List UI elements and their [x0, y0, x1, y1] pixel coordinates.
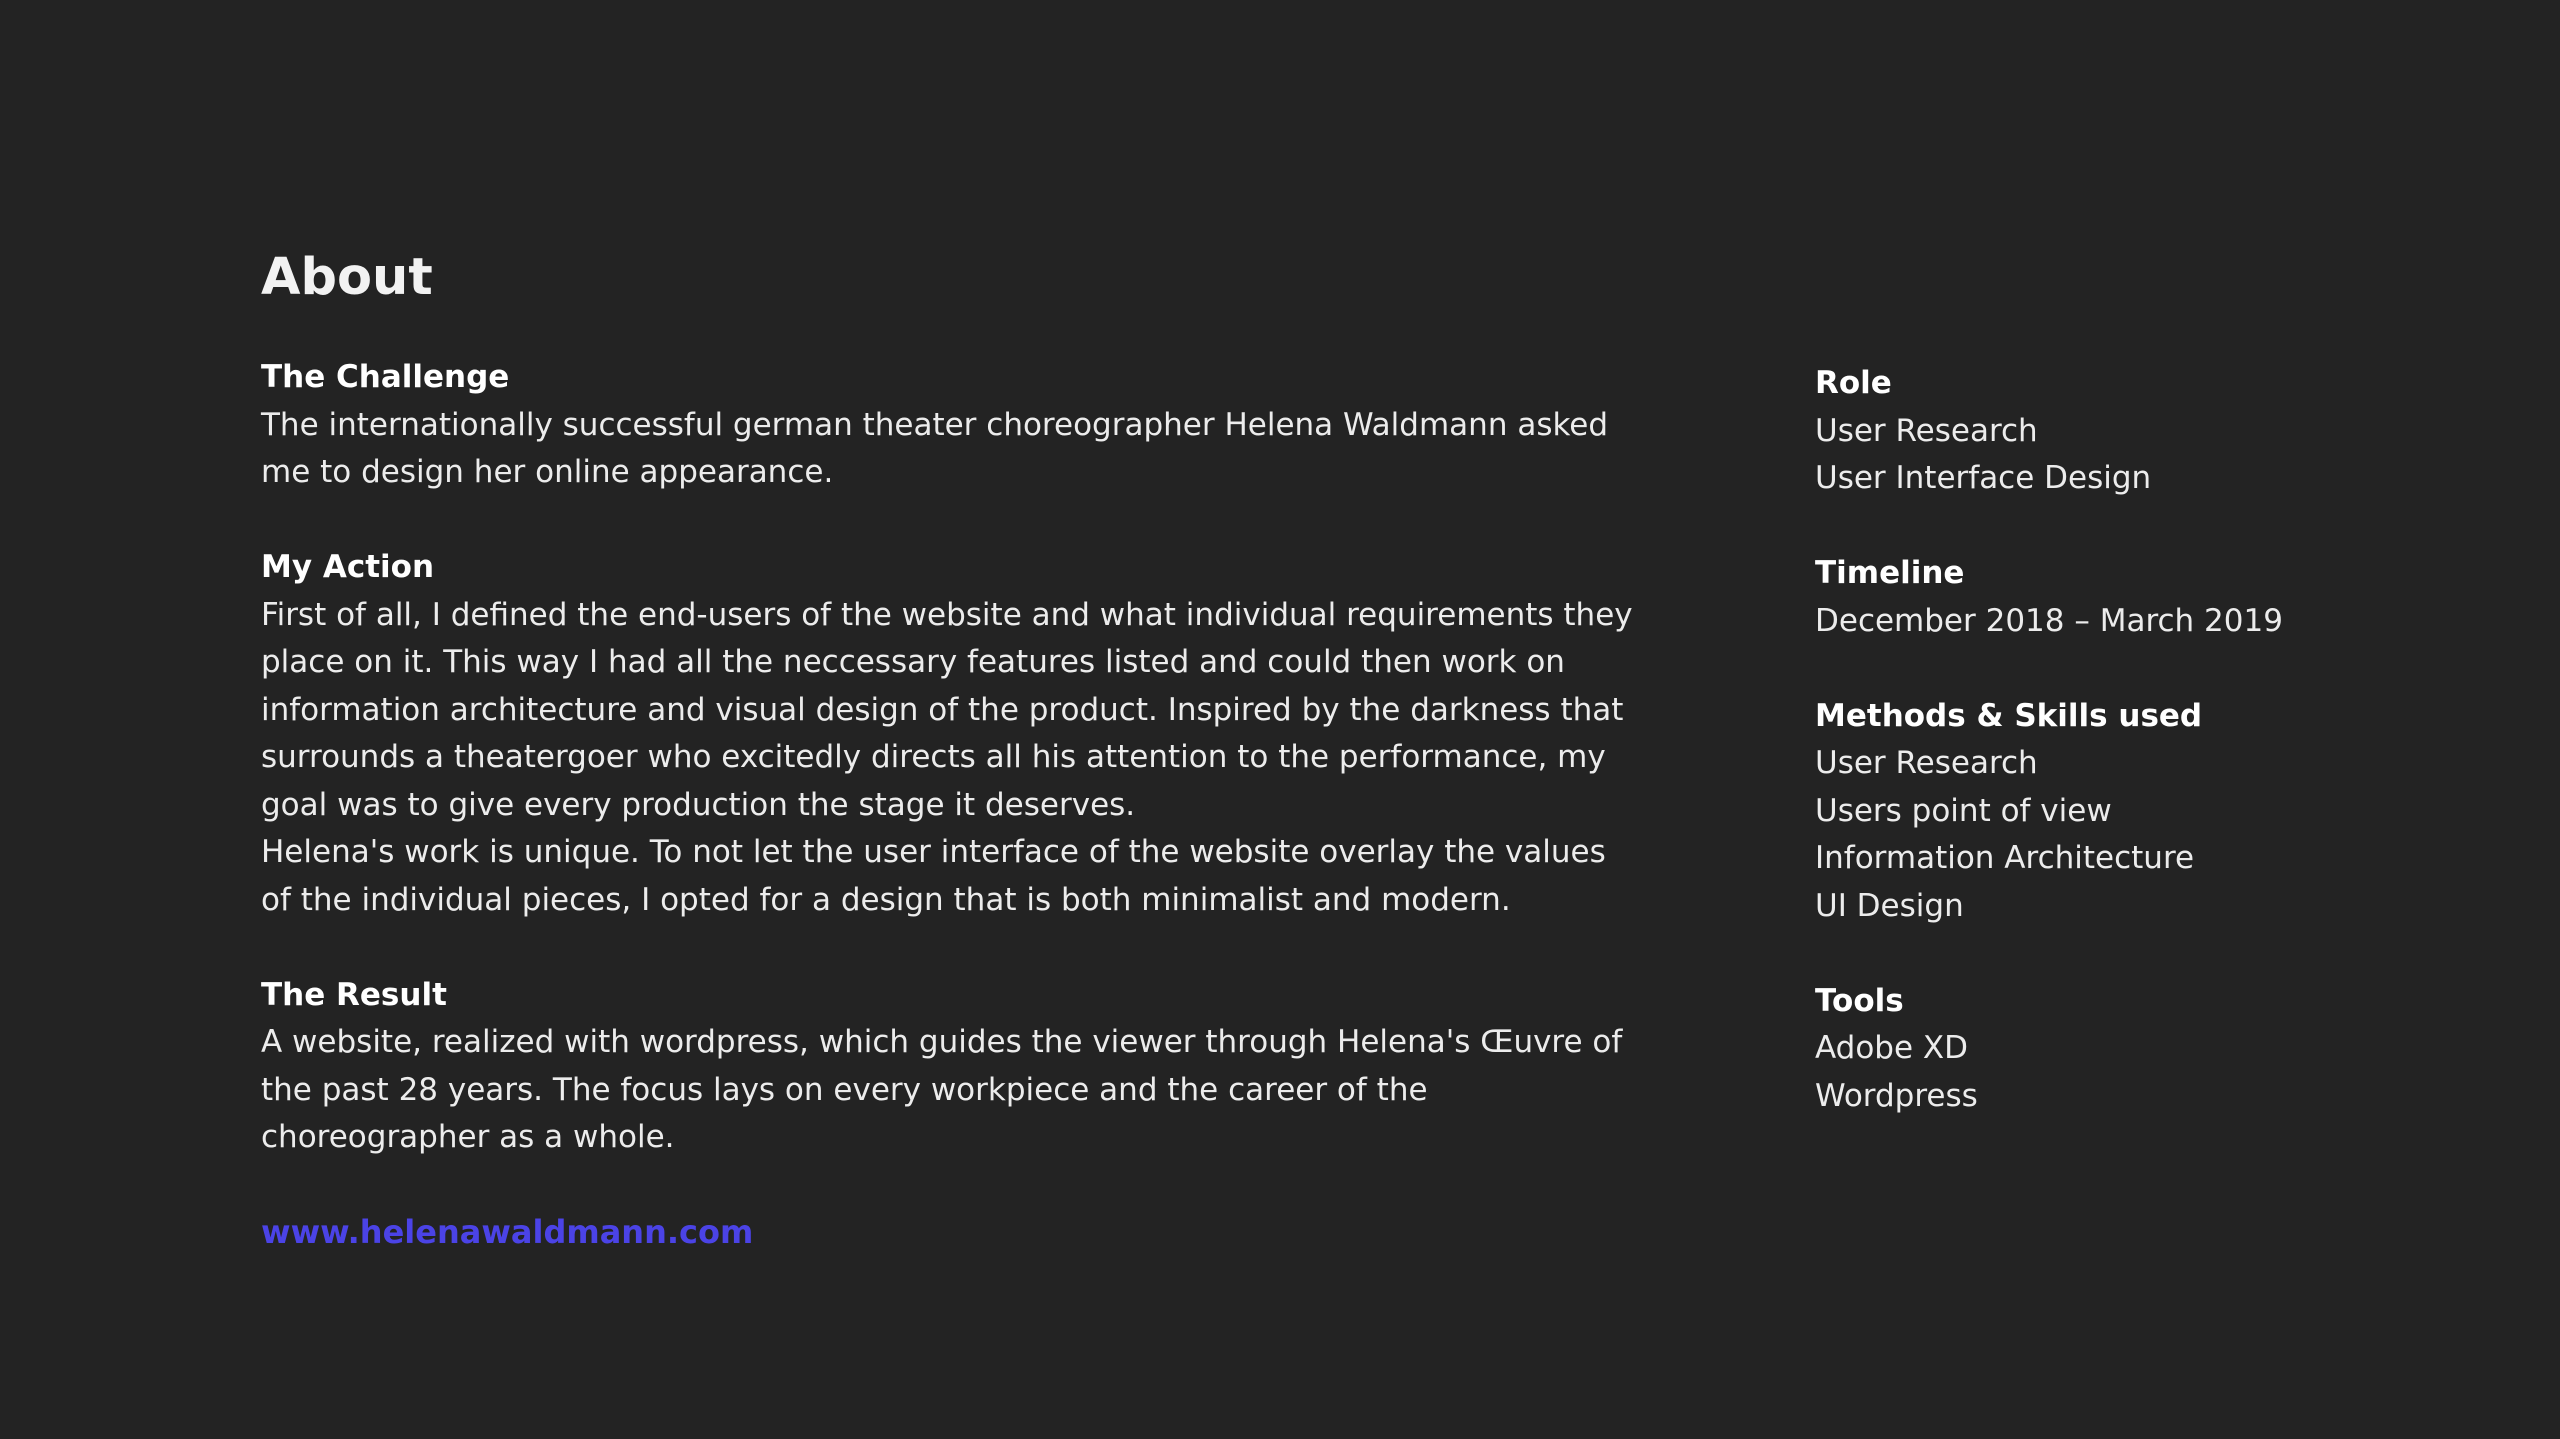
sidebar-title: Methods & Skills used — [1815, 697, 2203, 734]
section-result — [261, 972, 1641, 1162]
main-content — [261, 354, 1641, 1258]
section-action — [261, 544, 1641, 924]
sidebar-item: Adobe XD — [1815, 1030, 1969, 1066]
section-challenge — [261, 354, 1641, 497]
section-title: My Action — [261, 549, 435, 585]
section-title: The Result — [261, 976, 447, 1013]
website-link[interactable]: www.helenawaldmann.com — [261, 1213, 754, 1251]
section-paragraph: Helena's work is unique. To not let the user interface of the website overlay the values of the individual pieces, I opted for a design that is both minimalist and modern. — [261, 834, 1606, 918]
section-title: The Challenge — [261, 359, 510, 395]
sidebar-item: Wordpress — [1815, 1077, 1978, 1114]
sidebar-role — [1815, 360, 2465, 503]
sidebar-title: Timeline — [1815, 555, 1965, 591]
sidebar-item: User Interface Design — [1815, 460, 2152, 496]
sidebar-tools — [1815, 978, 2465, 1121]
section-paragraph: The internationally successful german theater choreographer Helena Waldmann asked me to design her online appearance. — [261, 406, 1609, 490]
sidebar-item: User Research — [1815, 412, 2038, 449]
sidebar-item: Information Architecture — [1815, 840, 2195, 876]
page-title: About — [261, 248, 433, 307]
sidebar-item: Users point of view — [1815, 792, 2112, 829]
sidebar-item: December 2018 – March 2019 — [1815, 602, 2283, 639]
sidebar-item: User Research — [1815, 745, 2038, 781]
sidebar-timeline — [1815, 550, 2465, 645]
section-paragraph: First of all, I defined the end-users of the website and what individual requirements they place on it. This way I had all the neccessary features listed and could then work on information architecture and visual design of the product. Inspired by the darkness that surrounds a theatergoer who excitedly directs all his attention to the performance, my goal was to give every production the stage it deserves. — [261, 596, 1633, 823]
project-sidebar — [1815, 360, 2465, 1168]
section-paragraph: A website, realized with wordpress, which guides the viewer through Helena's Œuvre of the past 28 years. The focus lays on every workpiece and the career of the choreographer as a whole. — [261, 1024, 1623, 1155]
sidebar-methods — [1815, 693, 2465, 931]
sidebar-title: Tools — [1815, 982, 1904, 1019]
sidebar-item: UI Design — [1815, 887, 1964, 924]
sidebar-title: Role — [1815, 365, 1892, 401]
